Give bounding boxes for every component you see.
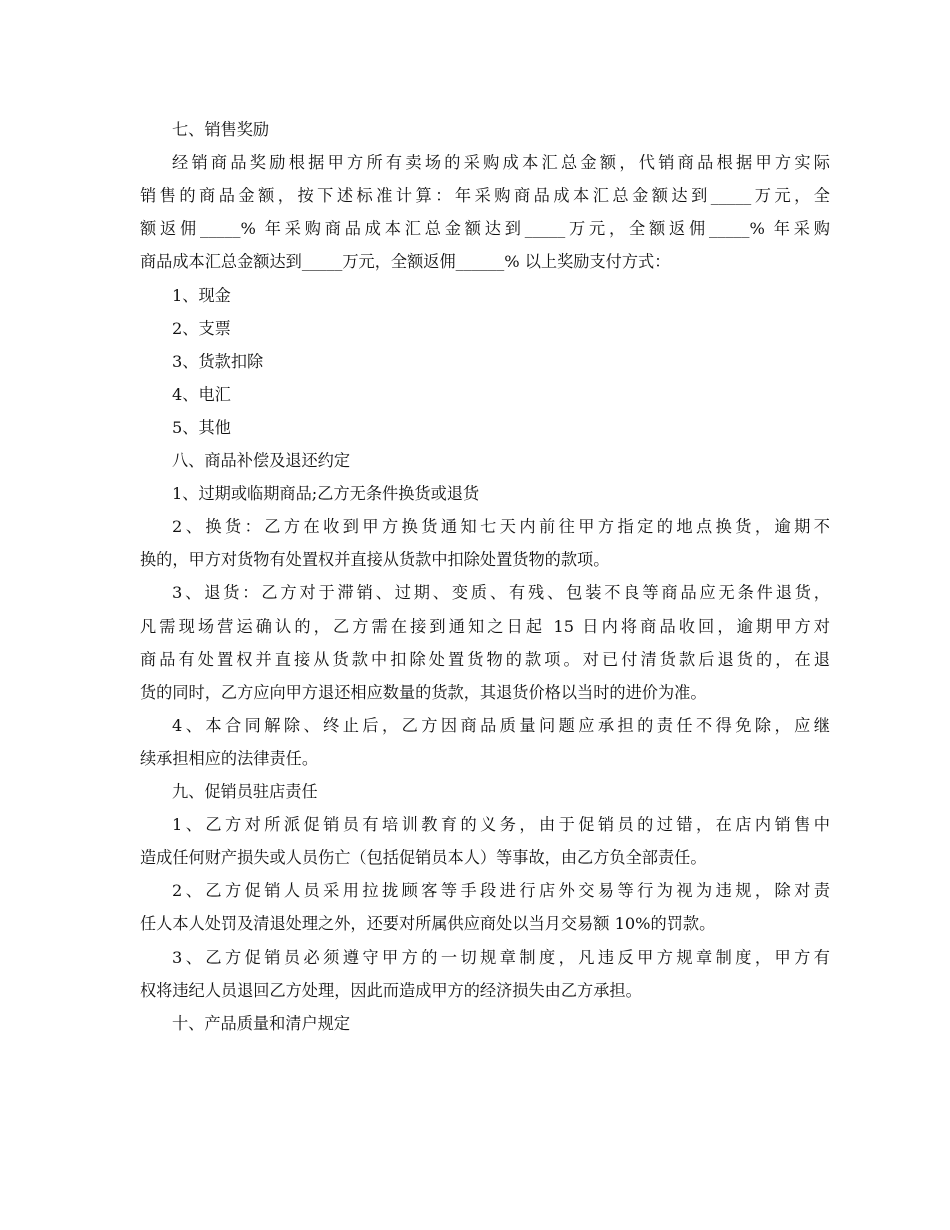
list-item-deduction: 3、货款扣除	[172, 351, 264, 371]
paragraph-line: 造成任何财产损失或人员伤亡（包括促销员本人）等事故，由乙方负全部责任。	[140, 848, 707, 868]
paragraph-line: 2、换货：乙方在收到甲方换货通知七天内前往甲方指定的地点换货，逾期不	[172, 517, 830, 537]
paragraph-line: 2、乙方促销人员采用拉拢顾客等手段进行店外交易等行为视为违规，除对责	[172, 881, 830, 901]
list-item-check: 2、支票	[172, 318, 231, 338]
paragraph-line: 商品有处置权并直接从货款中扣除处置货物的款项。对已付清货款后退货的，在退	[140, 649, 830, 669]
paragraph-line: 商品成本汇总金额达到_____万元，全额返佣______% 以上奖励支付方式：	[140, 252, 671, 272]
paragraph-line: 货的同时，乙方应向甲方退还相应数量的货款，其退货价格以当时的进价为准。	[140, 682, 707, 702]
paragraph-line: 3、退货：乙方对于滞销、过期、变质、有残、包装不良等商品应无条件退货，	[172, 583, 830, 603]
paragraph-line: 任人本人处罚及清退处理之外，还要对所属供应商处以当月交易额 10%的罚款。	[140, 914, 716, 934]
paragraph-line: 权将违纪人员退回乙方处理，因此而造成甲方的经济损失由乙方承担。	[140, 980, 642, 1000]
section-heading-promoter: 九、促销员驻店责任	[172, 782, 318, 801]
list-item-other: 5、其他	[172, 417, 231, 437]
paragraph-line: 1、乙方对所派促销员有培训教育的义务，由于促销员的过错，在店内销售中	[172, 815, 830, 835]
paragraph-line: 续承担相应的法律责任。	[140, 748, 319, 768]
list-item-wire: 4、电汇	[172, 384, 231, 404]
section-heading-quality: 十、产品质量和清户规定	[172, 1013, 351, 1033]
section-heading-sales-reward: 七、销售奖励	[172, 120, 270, 139]
paragraph-line: 经销商品奖励根据甲方所有卖场的采购成本汇总金额，代销商品根据甲方实际	[172, 153, 830, 173]
section-heading-compensation: 八、商品补偿及退还约定	[172, 451, 351, 470]
paragraph-line: 4、本合同解除、终止后，乙方因商品质量问题应承担的责任不得免除，应继	[172, 715, 830, 735]
paragraph-line: 凡需现场营运确认的，乙方需在接到通知之日起 15 日内将商品收回，逾期甲方对	[140, 616, 830, 636]
paragraph-line: 1、过期或临期商品;乙方无条件换货或退货	[172, 484, 480, 504]
paragraph-line: 3、乙方促销员必须遵守甲方的一切规章制度，凡违反甲方规章制度，甲方有	[172, 947, 830, 967]
paragraph-line: 额返佣_____% 年采购商品成本汇总金额达到_____万元，全额返佣_____% 年采购	[140, 219, 830, 239]
paragraph-line: 换的，甲方对货物有处置权并直接从货款中扣除处置货物的款项。	[140, 550, 610, 570]
paragraph-line: 销售的商品金额，按下述标准计算：年采购商品成本汇总金额达到_____万元，全	[140, 186, 830, 206]
list-item-cash: 1、现金	[172, 285, 231, 305]
